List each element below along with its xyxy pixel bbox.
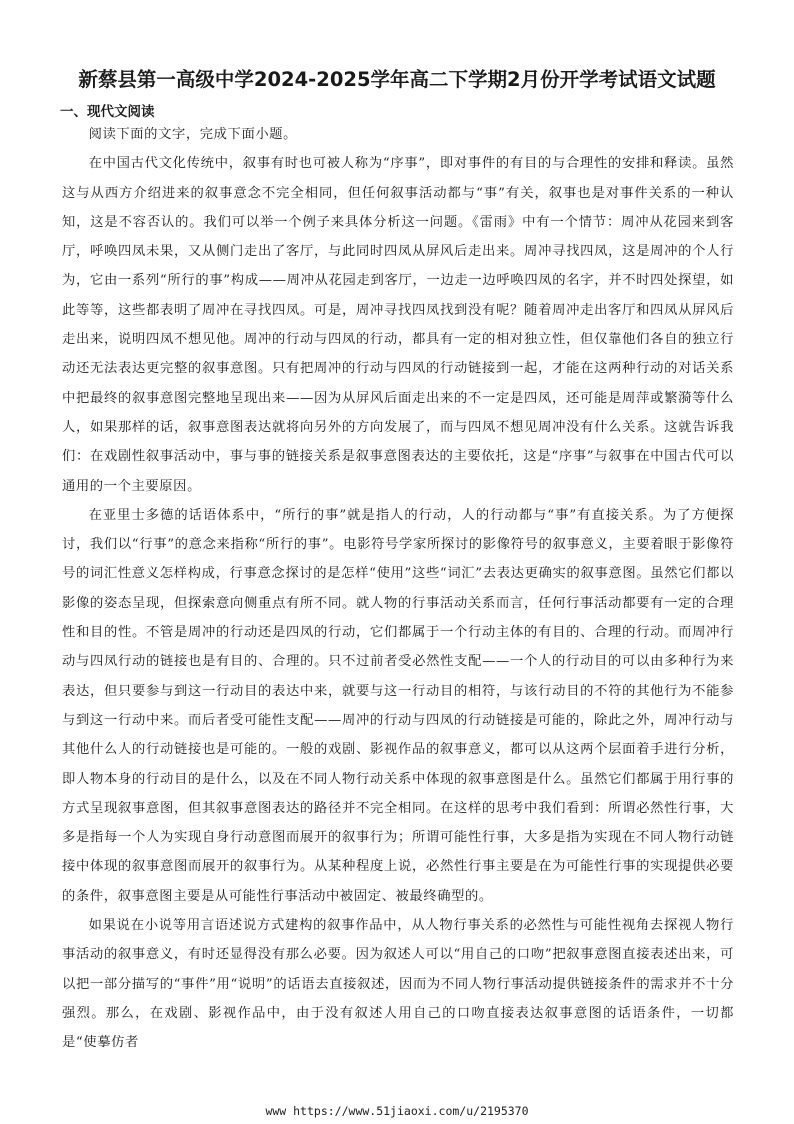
paragraph-3: 如果说在小说等用言语述说方式建构的叙事作品中，从人物行事关系的必然性与可能性视角去探视人物行事活动的叙事意义，有时还显得没有那么必要。因为叙述人可以“用自己的口吻”把叙事意图直接表述出来，可以把一部分描写的“事件”用“说明”的话语去直接叙述，因而为不同人物行事活动提供链接条件的需求并不十分强烈。那么，在戏剧、影视作品中，由于没有叙述人用自己的口吻直接表达叙事意图的话语条件，一切都是“使摹仿者 xyxy=(62,918,734,1051)
paragraph-2: 在亚里士多德的话语体系中，“所行的事”就是指人的行动，人的行动都与“事”有直接关系。为了方便探讨，我们以“行事”的意念来指称“所行的事”。电影符号学家所探讨的影像符号的叙事意义，主要着眼于影像符号的词汇性意义怎样构成，行事意念探讨的是怎样“使用”这些“词汇”去表达更确实的叙事意图。虽然它们都以影像的姿态呈现，但探索意向侧重点有所不同。就人物的行事活动关系而言，任何行事活动都要有一定的合理性和目的性。不管是周冲的行动还是四凤的行动，它们都属于一个行动主体的有目的、合理的行动。而周冲行动与四凤行动的链接也是有目的、合理的。只不过前者受必然性支配——一个人的行动目的可以由多种行为来表达，但只要参与到这一行动目的表达中来，就要与这一行动目的相符，与该行动目的不符的其他行为不能参与到这一行动中来。而后者受可能性支配——周冲的行动与四凤的行动链接是可能的，除此之外，周冲行动与其他什么人的行动链接也是可能的。一般的戏剧、影视作品的叙事意义，都可以从这两个层面着手进行分析，即人物本身的行动目的是什么，以及在不同人物行动关系中体现的叙事意图是什么。虽然它们都属于用行事的方式呈现叙事意图，但其叙事意图表达的路径并不完全相同。在这样的思考中我们看到：所谓必然性行事，大多是指每一个人为实现自身行动意图而展开的叙事行为；所谓可能性行事，大多是指为实现在不同人物行动链接中体现的叙事意图而展开的叙事行为。从某种程度上说，必然性行事主要是在为可能性行事的实现提供必要的条件，叙事意图主要是从可能性行事活动中被固定、被最终确型的。 xyxy=(62,507,734,904)
article-body xyxy=(62,120,734,1058)
instruction-text: 阅读下面的文字，完成下面小题。 xyxy=(88,127,298,142)
footer-url[interactable]: www https://www.51jiaoxi.com/u/2195370 xyxy=(265,1104,529,1118)
paragraph-1: 在中国古代文化传统中，叙事有时也可被人称为“序事”，即对事件的有目的与合理性的安排和释读。虽然这与从西方介绍进来的叙事意念不完全相同，但任何叙事活动都与“事”有关，叙事也是对事件关系的一种认知，这是不容否认的。我们可以举一个例子来具体分析这一问题。《雷雨》中有一个情节：周冲从花园来到客厅，呼唤四凤未果，又从侧门走出了客厅，与此同时四凤从屏风后走出来。周冲寻找四凤，这是周冲的个人行为，它由一系列“所行的事”构成——周冲从花园走到客厅，一边走一边呼唤四凤的名字，并不时四处探望，如此等等，这些都表明了周冲在寻找四凤。可是，周冲寻找四凤找到没有呢？随着周冲走出客厅和四凤从屏风后走出来，说明四凤不想见他。周冲的行动与四凤的行动，都具有一定的相对独立性，但仅靠他们各自的独立行动还无法表达更完整的叙事意图。只有把周冲的行动与四凤的行动链接到一起，才能在这两种行动的对话关系中把最终的叙事意图完整地呈现出来——因为从屏风后面走出来的不一定是四凤，还可能是周萍或繁漪等什么人，如果那样的话，叙事意图表达就将向另外的方向发展了，而与四凤不想见周冲没有什么关系。这就告诉我们：在戏剧性叙事活动中，事与事的链接关系是叙事意图表达的主要依托，这是“序事”与叙事在中国古代可以通用的一个主要原因。 xyxy=(62,156,734,494)
section-heading: 一、现代文阅读 xyxy=(60,104,155,120)
page-title: 新蔡县第一高级中学2024-2025学年高二下学期2月份开学考试语文试题 xyxy=(78,68,716,91)
